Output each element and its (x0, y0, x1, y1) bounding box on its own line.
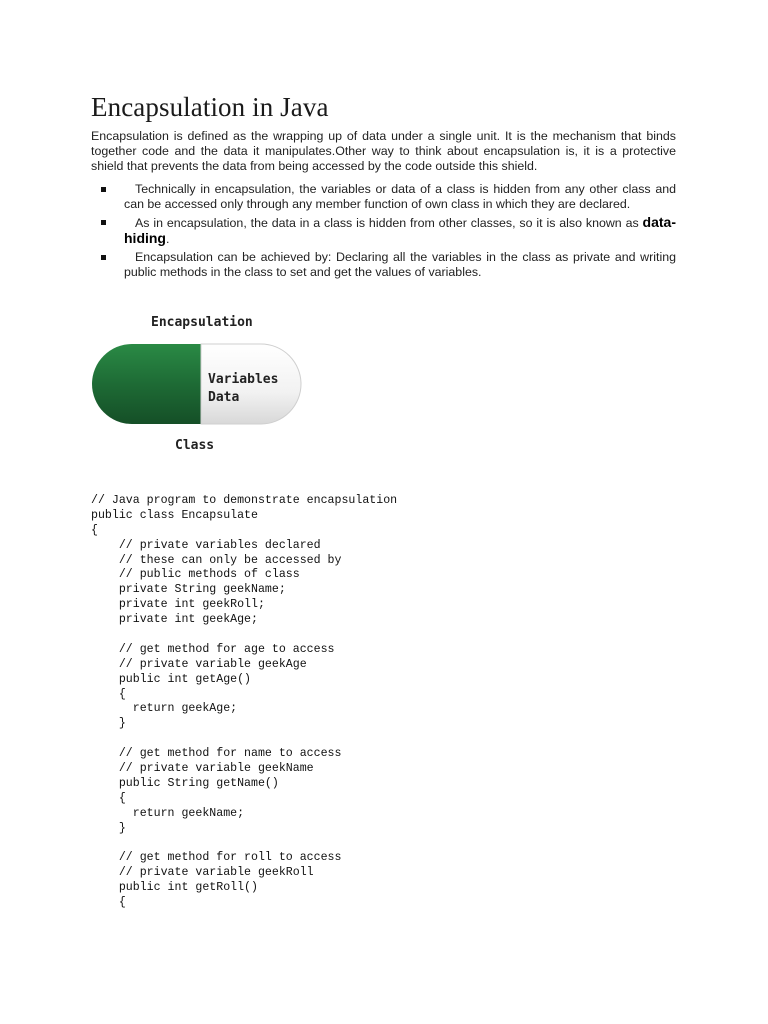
code-line: return geekAge; (91, 702, 238, 716)
code-line: public int getRoll() (91, 881, 258, 895)
code-line: // Java program to demonstrate encapsulation (91, 494, 398, 507)
diagram-bottom-label: Class (175, 438, 215, 453)
code-line: private int geekRoll; (91, 598, 265, 612)
code-line: // private variables declared (91, 538, 321, 552)
code-line: // public methods of class (91, 568, 300, 582)
bullet-square-icon (101, 255, 106, 260)
code-line (91, 836, 397, 851)
list-item (91, 215, 676, 247)
code-line: // private variable geekName (91, 762, 314, 776)
encapsulation-diagram (90, 312, 310, 462)
code-line: private String geekName; (91, 583, 286, 597)
page-title: Encapsulation in Java (91, 92, 329, 122)
code-line: // get method for name to access (91, 747, 342, 761)
intro-paragraph: Encapsulation is defined as the wrapping up of data under a single unit. It is the mechanism that binds together code and the data it manipulates.Other way to think about encapsulation is, it is a protective shield that prevents the data from being accessed by the code outside this shield. (91, 129, 676, 173)
bullet-text-wrapper (124, 215, 676, 247)
capsule-green-half (92, 344, 201, 424)
code-line: } (91, 821, 126, 835)
bullet-square-icon (101, 220, 106, 225)
code-line: { (91, 896, 126, 910)
code-line: { (91, 791, 126, 805)
code-line: return geekName; (91, 806, 245, 820)
bullet-list (91, 182, 676, 283)
diagram-inner-label-2: Data (208, 390, 240, 405)
bullet-text: Encapsulation can be achieved by: Declaring all the variables in the class as private and writing public methods in the class to set and get the values of variables. (124, 250, 676, 279)
code-line: // these can only be accessed by (91, 553, 342, 567)
code-line: public class Encapsulate (91, 508, 258, 522)
bullet-text: Technically in encapsulation, the variables or data of a class is hidden from any other class and can be accessed only through any member function of own class in which they are declared. (124, 182, 676, 211)
bullet-text: As in encapsulation, the data in a class is hidden from other classes, so it is also known as (135, 216, 643, 230)
code-block (91, 494, 397, 911)
code-line: // private variable geekAge (91, 657, 307, 671)
code-line (91, 628, 397, 643)
diagram-inner-label-1: Variables (208, 372, 279, 387)
code-line: { (91, 523, 98, 537)
code-line: { (91, 687, 126, 701)
code-line: public int getAge() (91, 672, 252, 686)
list-item (91, 182, 676, 212)
code-line: // get method for roll to access (91, 851, 342, 865)
diagram-top-label: Encapsulation (151, 315, 253, 330)
bold-term: data-hiding (124, 214, 676, 246)
code-line: private int geekAge; (91, 613, 258, 627)
code-line: public String getName() (91, 776, 279, 790)
code-line: } (91, 717, 126, 731)
code-line: // get method for age to access (91, 642, 335, 656)
bullet-text-end: . (166, 232, 170, 246)
code-line: // private variable geekRoll (91, 866, 314, 880)
bullet-square-icon (101, 187, 106, 192)
list-item (91, 250, 676, 280)
code-line (91, 732, 397, 747)
